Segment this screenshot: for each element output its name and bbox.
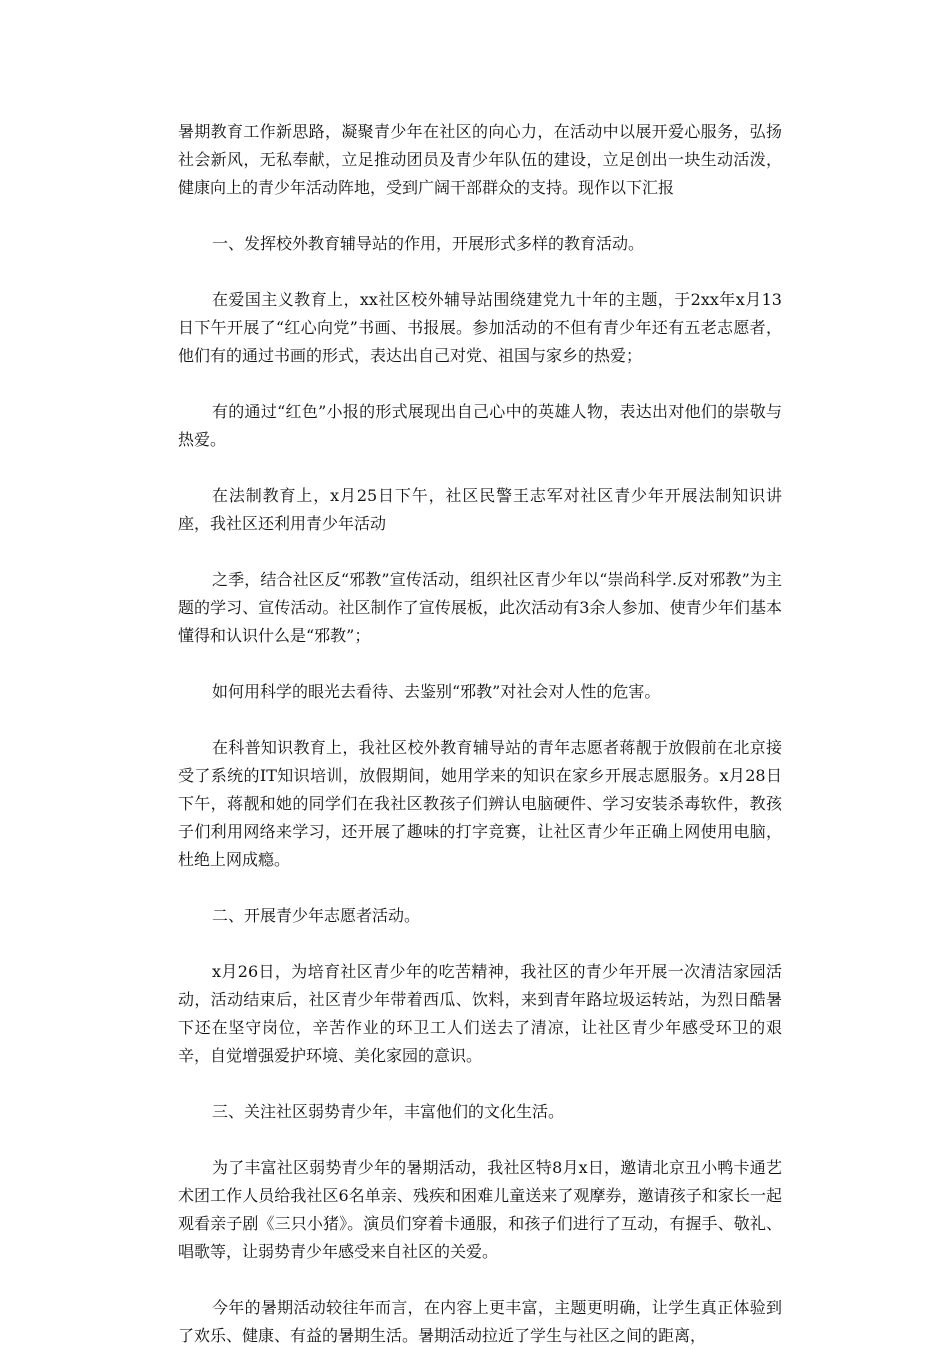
paragraph-red-newspaper: 有的通过“红色”小报的形式展现出自己心中的英雄人物，表达出对他们的崇敬与热爱。 xyxy=(178,402,782,449)
paragraph-legal-education: 在法制教育上，x月25日下午，社区民警王志军对社区青少年开展法制知识讲座，我社区还利用青少年活动 xyxy=(178,486,782,533)
heading-section-3: 三、关注社区弱势青少年，丰富他们的文化生活。 xyxy=(212,1102,565,1121)
paragraph-intro: 暑期教育工作新思路，凝聚青少年在社区的向心力，在活动中以展开爱心服务，弘扬社会新风，无私奉献，立足推动团员及青少年队伍的建设，立足创出一块生动活泼，健康向上的青少年活动阵地，受到广阔干部群众的支持。现作以下汇报 xyxy=(178,122,782,197)
paragraph-anti-cult-campaign: 之季，结合社区反“邪教”宣传活动，组织社区青少年以“崇尚科学.反对邪教”为主题的学习、宣传活动。社区制作了宣传展板，此次活动有3余人参加、使青少年们基本懂得和认识什么是“邪教”； xyxy=(178,570,782,645)
paragraph-patriotic-education: 在爱国主义教育上，xx社区校外辅导站围绕建党九十年的主题，于2xx年x月13日下午开展了“红心向党”书画、书报展。参加活动的不但有青少年还有五老志愿者，他们有的通过书画的形式，表达出自己对党、祖国与家乡的热爱； xyxy=(178,290,782,365)
paragraph-science-education: 在科普知识教育上，我社区校外教育辅导站的青年志愿者蒋靓于放假前在北京接受了系统的IT知识培训，放假期间，她用学来的知识在家乡开展志愿服务。x月28日下午，蒋靓和她的同学们在我社区教孩子们辨认电脑硬件、学习安装杀毒软件，教孩子们利用网络来学习，还开展了趣味的打字竞赛，让社区青少年正确上网使用电脑，杜绝上网成瘾。 xyxy=(178,738,782,869)
heading-section-1: 一、发挥校外教育辅导站的作用，开展形式多样的教育活动。 xyxy=(212,234,645,253)
paragraph-scientific-view: 如何用科学的眼光去看待、去鉴别“邪教”对社会对人性的危害。 xyxy=(212,682,661,701)
paragraph-summary: 今年的暑期活动较往年而言，在内容上更丰富，主题更明确，让学生真正体验到了欢乐、健康、有益的暑期生活。暑期活动拉近了学生与社区之间的距离， xyxy=(178,1298,782,1345)
paragraph-disadvantaged-youth: 为了丰富社区弱势青少年的暑期活动，我社区特8月x日，邀请北京丑小鸭卡通艺术团工作人员给我社区6名单亲、残疾和困难儿童送来了观摩券，邀请孩子和家长一起观看亲子剧《三只小猪》。演员们穿着卡通服，和孩子们进行了互动，有握手、敬礼、唱歌等，让弱势青少年感受来自社区的关爱。 xyxy=(178,1158,782,1261)
document-body xyxy=(178,118,782,1350)
paragraph-volunteer-cleanup: x月26日，为培育社区青少年的吃苦精神，我社区的青少年开展一次清洁家园活动，活动结束后，社区青少年带着西瓜、饮料，来到青年路垃圾运转站，为烈日酷暑下还在坚守岗位，辛苦作业的环卫工人们送去了清凉，让社区青少年感受环卫的艰辛，自觉增强爱护环境、美化家园的意识。 xyxy=(178,962,782,1065)
heading-section-2: 二、开展青少年志愿者活动。 xyxy=(212,906,421,925)
